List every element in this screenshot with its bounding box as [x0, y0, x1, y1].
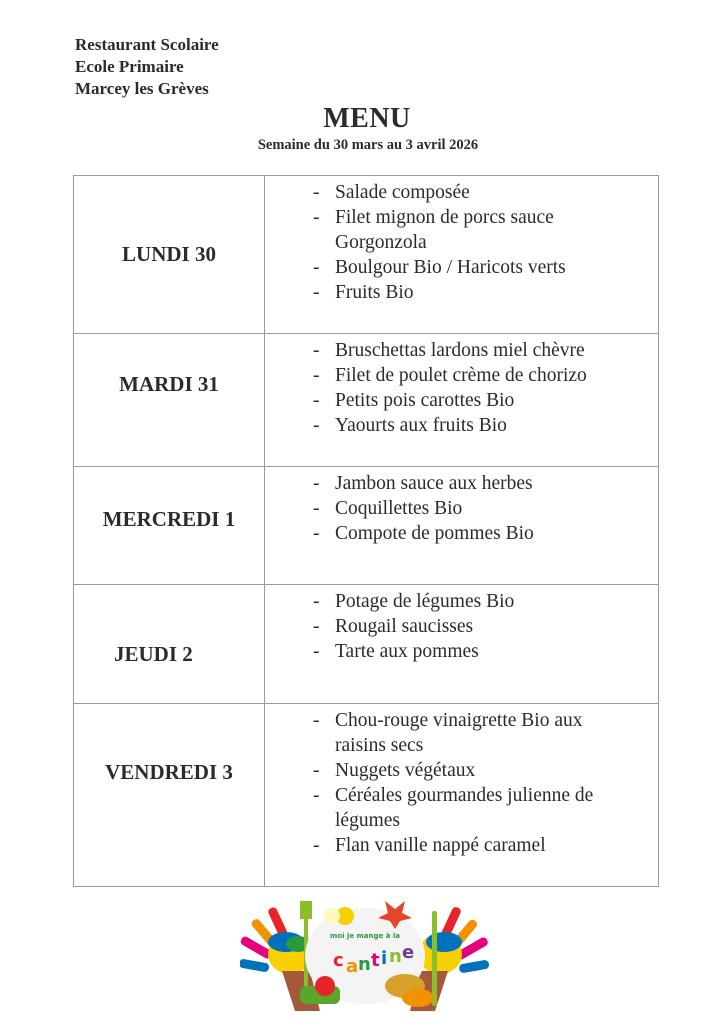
cantine-logo	[240, 886, 490, 1016]
day-label: MERCREDI 1	[102, 507, 236, 531]
dish-list	[265, 467, 658, 546]
dish-list	[265, 704, 658, 858]
dish-item: - Coquillettes Bio	[313, 496, 658, 521]
svg-text:t: t	[371, 950, 380, 971]
dish-item: - Petits pois carottes Bio	[313, 388, 658, 413]
header-restaurant: Restaurant Scolaire	[75, 35, 219, 54]
dish-list	[265, 176, 658, 305]
svg-text:e: e	[402, 942, 415, 963]
header-town: Marcey les Grèves	[75, 79, 209, 98]
svg-text:n: n	[389, 946, 402, 967]
dishes-cell	[265, 585, 659, 704]
dish-item: - Céréales gourmandes julienne de légumes	[313, 783, 638, 833]
dish-item: - Chou-rouge vinaigrette Bio aux raisins secs	[313, 708, 638, 758]
page-title: MENU	[323, 103, 411, 134]
header-school: Ecole Primaire	[75, 57, 184, 76]
day-cell	[74, 467, 265, 585]
table-row	[74, 467, 659, 585]
dish-list	[265, 585, 658, 664]
dish-item: - Jambon sauce aux herbes	[313, 471, 658, 496]
table-row	[74, 334, 659, 467]
dish-item: - Salade composée	[313, 180, 658, 205]
dish-item: - Flan vanille nappé caramel	[313, 833, 638, 858]
dish-item: - Nuggets végétaux	[313, 758, 638, 783]
svg-text:c: c	[333, 950, 344, 971]
dish-item: - Boulgour Bio / Haricots verts	[313, 255, 658, 280]
day-label: VENDREDI 3	[105, 760, 233, 784]
dish-item: - Fruits Bio	[313, 280, 658, 305]
svg-text:a: a	[346, 956, 359, 977]
table-row	[74, 585, 659, 704]
day-cell	[74, 176, 265, 334]
svg-text:i: i	[381, 948, 388, 969]
dishes-cell	[265, 467, 659, 585]
dish-item: - Yaourts aux fruits Bio	[313, 413, 658, 438]
dish-item: - Bruschettas lardons miel chèvre	[313, 338, 658, 363]
dish-item: - Potage de légumes Bio	[313, 589, 658, 614]
svg-text:moi je mange à la: moi je mange à la	[329, 932, 401, 940]
table-row	[74, 176, 659, 334]
dish-item: - Filet mignon de porcs sauce Gorgonzola	[313, 205, 658, 255]
day-cell	[74, 585, 265, 704]
day-label: MARDI 31	[119, 372, 219, 396]
week-subtitle: Semaine du 30 mars au 3 avril 2026	[257, 137, 479, 153]
dish-item: - Tarte aux pommes	[313, 639, 658, 664]
school-header	[75, 34, 219, 100]
dish-item: - Filet de poulet crème de chorizo	[313, 363, 658, 388]
menu-table	[73, 175, 659, 887]
svg-text:n: n	[358, 954, 371, 975]
table-row	[74, 704, 659, 887]
dish-item: - Compote de pommes Bio	[313, 521, 658, 546]
dishes-cell	[265, 334, 659, 467]
dishes-cell	[265, 704, 659, 887]
day-cell	[74, 334, 265, 467]
day-cell	[74, 704, 265, 887]
dish-item: - Rougail saucisses	[313, 614, 658, 639]
dishes-cell	[265, 176, 659, 334]
cantine-illustration-icon	[240, 886, 490, 1016]
day-label: JEUDI 2	[114, 642, 193, 666]
dish-list	[265, 334, 658, 438]
day-label: LUNDI 30	[122, 242, 216, 266]
